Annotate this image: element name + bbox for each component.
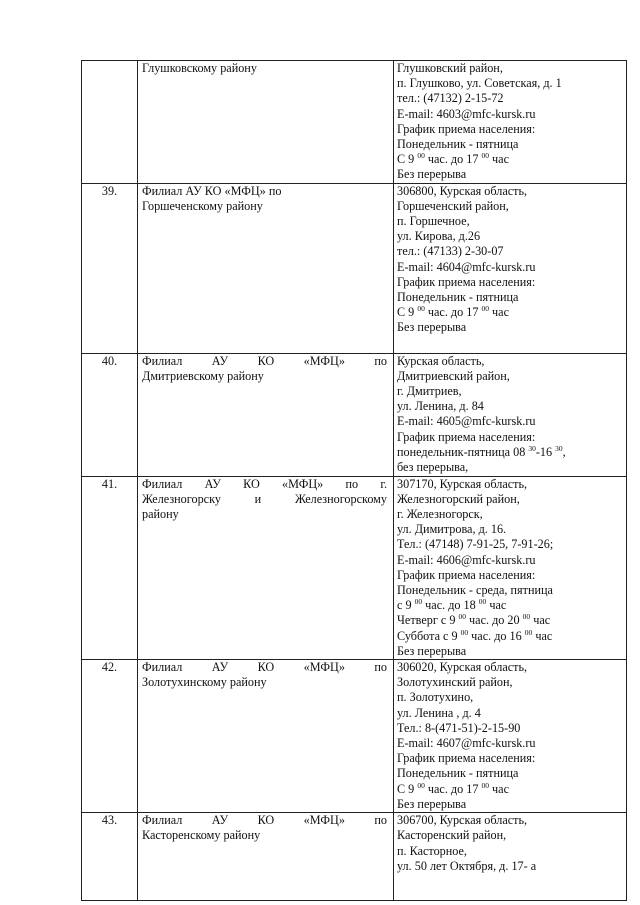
address-line: ул. Димитрова, д. 16. [397, 522, 507, 537]
schedule-hours: С 9 $^{00}$ час. до 17 $^{00}$ час [397, 780, 509, 796]
address-line: 306020, Курская область, [397, 660, 528, 675]
branch-name-line: Филиал АУ КО «МФЦ» по [142, 813, 387, 828]
address-line: E-mail: 4606@mfc-kursk.ru [397, 552, 536, 567]
branch-name-line: Дмитриевскому району [142, 368, 264, 383]
address-line: Тел.: (47148) 7-91-25, 7-91-26; [397, 537, 554, 552]
branch-name [138, 476, 394, 659]
address-line: Понедельник - пятница [397, 290, 519, 305]
address-line: Курская область, [397, 353, 485, 368]
address-line: Понедельник - пятница [397, 766, 519, 781]
address-line: г. Дмитриев, [397, 384, 462, 399]
branch-address [394, 183, 627, 353]
address-line: E-mail: 4607@mfc-kursk.ru [397, 736, 536, 751]
branch-name-line: Касторенскому району [142, 828, 261, 843]
branch-name-line: Филиал АУ КО «МФЦ» по [142, 660, 387, 675]
address-line: ул. Ленина , д. 4 [397, 705, 481, 720]
branch-name [138, 61, 394, 184]
table-row [82, 476, 627, 659]
address-line: ул. Ленина, д. 84 [397, 399, 484, 414]
address-line: ул. 50 лет Октября, д. 17- а [397, 858, 537, 873]
superscript-minutes: 30 [528, 443, 536, 453]
address-line: Железногорский район, [397, 491, 520, 506]
branch-name [138, 813, 394, 901]
table-row [82, 183, 627, 353]
address-line: График приема населения: [397, 751, 536, 766]
address-line: График приема населения: [397, 567, 536, 582]
row-number: 42. [82, 660, 138, 813]
address-line: График приема населения: [397, 274, 536, 289]
schedule-break: Без перерыва [397, 796, 467, 811]
schedule-break: Без перерыва [397, 643, 467, 658]
superscript-minutes: 00 [522, 612, 531, 622]
schedule-hours-thursday: Четверг с 9 $^{00}$ час. до 20 $^{00}$ час [397, 612, 551, 628]
address-line: Понедельник - пятница [397, 137, 519, 152]
branch-name [138, 660, 394, 813]
address-line: Золотухинский район, [397, 675, 513, 690]
table-row [82, 660, 627, 813]
branch-name [138, 353, 394, 476]
address-line: 306800, Курская область, [397, 183, 528, 198]
address-line: График приема населения: [397, 121, 536, 136]
branch-name-line: Филиал АУ КО «МФЦ» по [142, 353, 387, 368]
branch-name-line: району [142, 507, 179, 522]
address-line: E-mail: 4603@mfc-kursk.ru [397, 106, 536, 121]
address-line: E-mail: 4604@mfc-kursk.ru [397, 259, 536, 274]
table-row [82, 353, 627, 476]
address-line: Горшеченский район, [397, 198, 509, 213]
branch-address [394, 353, 627, 476]
branch-address [394, 61, 627, 184]
superscript-minutes: 00 [417, 304, 425, 314]
branch-name-line: Глушковскому району [142, 61, 257, 75]
branch-name-line: Филиал АУ КО «МФЦ» по г. [142, 476, 387, 491]
branch-name-line: Золотухинскому району [142, 675, 267, 690]
schedule-break: Без перерыва [397, 320, 467, 335]
row-number: 43. [82, 813, 138, 901]
branch-name-line: Железногорску и Железногорскому [142, 491, 387, 506]
address-line: тел.: (47133) 2-30-07 [397, 244, 504, 259]
row-number: 39. [82, 183, 138, 353]
branch-name-line: Горшеченскому району [142, 198, 263, 213]
branches-table [81, 60, 627, 901]
address-line: Понедельник - среда, пятница [397, 583, 553, 598]
branch-name-line: Филиал АУ КО «МФЦ» по [142, 183, 282, 198]
superscript-minutes: 30 [555, 443, 563, 453]
superscript-minutes: 00 [417, 780, 425, 790]
branch-name [138, 183, 394, 353]
schedule-hours: понедельник-пятница 08 $^{30}$-16 $^{30}$, [397, 443, 566, 459]
address-line: п. Касторное, [397, 843, 467, 858]
superscript-minutes: 00 [481, 780, 489, 790]
schedule-break: без перерыва, [397, 460, 469, 475]
schedule-hours: С 9 $^{00}$ час. до 17 $^{00}$ час [397, 151, 509, 167]
table-row [82, 813, 627, 901]
address-line: п. Горшечное, [397, 214, 470, 229]
superscript-minutes: 00 [481, 151, 489, 161]
branch-address [394, 660, 627, 813]
superscript-minutes: 00 [414, 597, 423, 607]
schedule-hours-saturday: Суббота с 9 $^{00}$ час. до 16 $^{00}$ час [397, 627, 553, 643]
superscript-minutes: 00 [478, 597, 487, 607]
address-line: Тел.: 8-(471-51)-2-15-90 [397, 720, 521, 735]
branch-address [394, 476, 627, 659]
address-line: тел.: (47132) 2-15-72 [397, 91, 504, 106]
schedule-hours-weekdays: с 9 $^{00}$ час. до 18 $^{00}$ час [397, 597, 507, 613]
address-line: 307170, Курская область, [397, 476, 528, 491]
superscript-minutes: 00 [417, 151, 425, 161]
schedule-break: Без перерыва [397, 167, 467, 182]
row-number: 41. [82, 476, 138, 659]
row-number [82, 61, 138, 184]
table-row [82, 61, 627, 184]
branch-address [394, 813, 627, 901]
address-line: 306700, Курская область, [397, 813, 528, 828]
address-line: Глушковский район, [397, 61, 503, 75]
schedule-hours: С 9 $^{00}$ час. до 17 $^{00}$ час [397, 304, 509, 320]
address-line: Дмитриевский район, [397, 368, 510, 383]
superscript-minutes: 00 [481, 304, 489, 314]
superscript-minutes: 00 [460, 627, 469, 637]
superscript-minutes: 00 [458, 612, 466, 622]
address-line: п. Глушково, ул. Советская, д. 1 [397, 76, 562, 91]
address-line: г. Железногорск, [397, 507, 483, 522]
address-line: График приема населения: [397, 429, 536, 444]
superscript-minutes: 00 [524, 627, 533, 637]
address-line: п. Золотухино, [397, 690, 474, 705]
address-line: E-mail: 4605@mfc-kursk.ru [397, 414, 536, 429]
address-line: Касторенский район, [397, 828, 507, 843]
address-line: ул. Кирова, д.26 [397, 229, 481, 244]
row-number: 40. [82, 353, 138, 476]
